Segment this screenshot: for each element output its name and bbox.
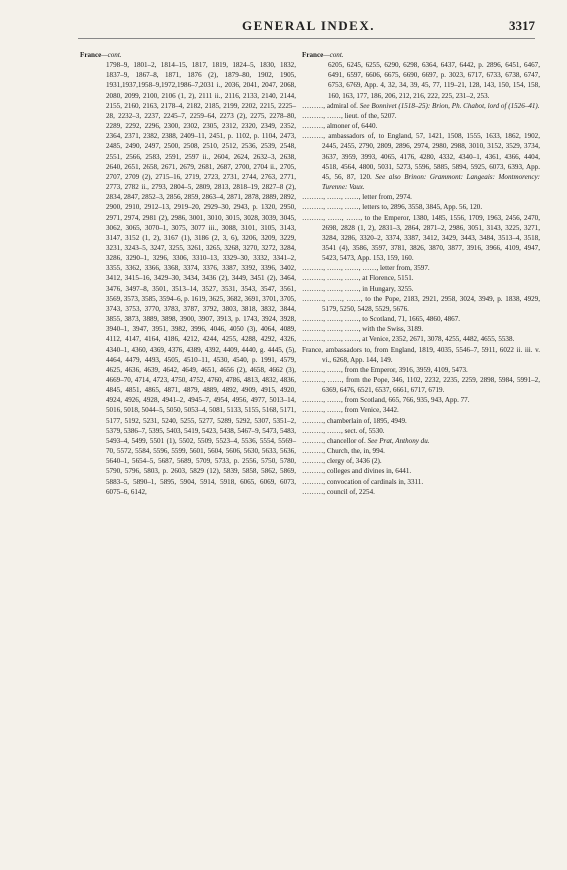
entry-lead: ………, admiral of. xyxy=(302,101,358,110)
entry-list xyxy=(302,101,540,497)
index-entry xyxy=(302,192,540,202)
index-entry xyxy=(302,375,540,395)
entry-lead: ………, ……, from Scotland, 665, 766, 935, 943, App. 77. xyxy=(302,396,470,405)
entry-lead: ………, ……, ……, to the Emperor, 1380, 1485, 1556, 1709, 1963, 2456, 2470, 2698, 2828 (1, 2), 2831–3, 2864, 2871–2, 2986, 3051, 3143, 3225, 3271, 3284, 3286, 3320–2, 3374, 3387, 3412, 3429, 3443, 3484, 3513–4, 3518, 3541 (4), 3586, 3597, 3781, 3826, 3870, 3877, 3916, 3966, 4109, 4947, 5423, 5473, App. 153, 159, 160. xyxy=(302,213,540,263)
heading-term: France xyxy=(302,51,324,59)
index-entry xyxy=(302,477,540,487)
index-entry xyxy=(302,111,540,121)
page-number: 3317 xyxy=(509,18,535,33)
index-entry xyxy=(302,487,540,497)
entry-lead: ………, ……, ……, letter from, 2974. xyxy=(302,193,412,202)
index-heading xyxy=(80,50,296,60)
index-entry xyxy=(302,324,540,334)
index-entry xyxy=(302,345,540,365)
entry-lead: ………, ……, from the Emperor, 3916, 3959, 4109, 5473. xyxy=(302,365,468,374)
index-entry xyxy=(302,456,540,466)
reference-list: 6205, 6245, 6255, 6290, 6298, 6364, 6437, 6442, p. 2896, 6451, 6467, 6491, 6597, 6606, 6675, 6690, 6697, p. 3023, 6717, 6733, 6738, 6747, 6753, 6769, App. 4, 32, 34, 39, 45, 77, 119–21, 128, 143, 150, 154, 158, 160, 163, 177, 186, 206, 212, 216, 222, 225, 231–2, 253. xyxy=(328,61,540,100)
index-entry xyxy=(302,213,540,264)
index-entry xyxy=(302,273,540,283)
entry-lead: ………, ……, from Venice, 3442. xyxy=(302,406,399,415)
entry-lead: ………, chancellor of. xyxy=(302,436,366,445)
entry-lead: ………, ……, from the Pope, 346, 1102, 2232, 2235, 2259, 2898, 5984, 5991–2, 6369, 6476, 6521, 6537, 6661, 6717, 6719. xyxy=(302,376,540,395)
page-title: GENERAL INDEX. xyxy=(242,18,375,33)
index-entry xyxy=(302,365,540,375)
entry-lead: ………, council of, 2254. xyxy=(302,487,375,496)
index-entry xyxy=(302,426,540,436)
entry-lead: ………, ……, ……, at Venice, 2352, 2671, 3078, 4255, 4482, 4655, 5538. xyxy=(302,335,515,344)
index-entry xyxy=(302,395,540,405)
index-entry xyxy=(302,446,540,456)
entry-lead: ………, colleges and divines in, 6441. xyxy=(302,467,412,476)
reference-list: 1798–9, 1801–2, 1814–15, 1817, 1819, 1824–5, 1830, 1832, 1837–9, 1867–8, 1871, 1876 (2), 1879–80, 1902, 1905, 1931,1937,1958–9,1972,1986–7,2031 i., 2036, 2041, 2047, 2068, 2080, 2099, 2100, 2106 (1, 2), 2111 ii., 2116, 2133, 2140, 2144, 2155, 2160, 2163, 2178–4, 2182, 2185, 2199, 2202, 2215, 2225–28, 2232–3, 2237, 2245–7, 2259–64, 2273 (2), 2275, 2278–80, 2289, 2292, 2296, 2300, 2302, 2305, 2312, 2320, 2349, 2352, 2364, 2371, 2382, 2388, 2409–11, 2451, p. 1102, p. 1104, 2473, 2485, 2490, 2497, 2500, 2508, 2510, 2512, 2536, 2539, 2548, 2551, 2566, 2583, 2591, 2597 ii., 2604, 2624, 2632–3, 2638, 2640, 2651, 2658, 2671, 2679, 2681, 2687, 2700, 2704 ii., 2705, 2707, 2709 (2), 2715–16, 2719, 2723, 2731, 2744, 2763, 2771, 2773, 2782 ii., 2793, 2804–5, 2809, 2813, 2818–19, 2827–8 (2), 2834, 2847, 2852–3, 2856, 2859, 2863–4, 2871, 2878, 2889, 2892, 2900, 2910, 2912–13, 2919–20, 2929–30, 2943, p. 1320, 2950, 2971, 2974, 2981 (2), 2986, 3001, 3010, 3015, 3028, 3039, 3045, 3062, 3065, 3070–1, 3075, 3077 iii., 3088, 3101, 3105, 3143, 3147, 3152 (1, 2), 3167 (1), 3186 (2, 3, 6), 3206, 3209, 3229, 3231, 3243–5, 3247, 3255, 3261, 3265, 3268, 3270, 3272, 3284, 3286, 3290–1, 3296, 3306, 3310–13, 3329–30, 3332, 3341–2, 3355, 3362, 3366, 3368, 3374, 3376, 3387, 3392, 3396, 3402, 3412, 3415–16, 3429–30, 3434, 3436 (2), 3449, 3451 (2), 3464, 3476, 3497–8, 3501, 3513–14, 3527, 3531, 3543, 3547, 3561, 3569, 3573, 3585, 3594–6, p. 1619, 3625, 3682, 3691, 3701, 3705, 3743, 3753, 3770, 3783, 3787, 3792, 3803, 3818, 3832, 3844, 3855, 3873, 3889, 3898, 3900, 3907, 3913, p. 1743, 3924, 3928, 3940–1, 3947, 3951, 3982, 3996, 4046, 4050 (3), 4064, 4089, 4112, 4147, 4164, 4186, 4212, 4244, 4255, 4288, 4292, 4326, 4340–1, 4360, 4369, 4376, 4389, 4392, 4409, 4440, g. 4445, (5), 4464, 4479, 4493, 4505, 4510–11, 4530, 4540, p. 1991, 4579, 4625, 4636, 4639, 4642, 4649, 4651, 4656 (2), 4658, 4662 (3), 4669–70, 4714, 4723, 4750, 4752, 4760, 4786, 4813, 4832, 4836, 4845, 4851, 4865, 4871, 4879, 4889, 4892, 4909, 4915, 4920, 4924, 4926, 4928, 4941–2, 4945–7, 4954, 4956, 4977, 5013–14, 5016, 5018, 5044–5, 5050, 5053–4, 5081, 5133, 5155, 5168, 5171, 5177, 5192, 5231, 5240, 5255, 5277, 5289, 5292, 5307, 5351–2, 5379, 5386–7, 5395, 5403, 5419, 5423, 5438, 5467–9, 5473, 5483, 5493–4, 5499, 5501 (1), 5502, 5509, 5523–4, 5536, 5554, 5569–70, 5572, 5584, 5596, 5599, 5601, 5604, 5606, 5630, 5633, 5636, 5640–1, 5654–5, 5687, 5689, 5709, 5733, p. 2556, 5750, 5780, 5790, 5796, 5803, p. 2603, 5829 (12), 5839, 5858, 5862, 5869, 5883–5, 5890–1, 5895, 5904, 5914, 5918, 6065, 6069, 6073, 6075–6, 6142, xyxy=(106,61,296,496)
left-column xyxy=(80,50,296,497)
index-entry xyxy=(302,284,540,294)
entry-lead: ………, ……, ……, with the Swiss, 3189. xyxy=(302,325,424,334)
entry-lead: ………, ……, ……, at Florence, 5151. xyxy=(302,274,414,283)
index-entry xyxy=(302,416,540,426)
entry-lead: ………, ……, ……, to the Pope, 2183, 2921, 2958, 3024, 3949, p. 1838, 4929, 5179, 5250, 5428, 5529, 5676. xyxy=(302,294,540,313)
entry-see-reference: See also Brinon: Grammont: Langeais: Montmorency: Turenne: Vaux. xyxy=(322,172,541,192)
entry-lead: ………, convocation of cardinals in, 3311. xyxy=(302,477,424,486)
index-references xyxy=(302,60,540,101)
index-references xyxy=(80,60,296,497)
index-entry xyxy=(302,202,540,212)
index-entry xyxy=(302,405,540,415)
index-entry xyxy=(302,294,540,314)
entry-lead: ………, ……, sect. of, 5530. xyxy=(302,426,385,435)
index-entry xyxy=(302,314,540,324)
entry-lead: ………, ……, ……, ……, letter from, 3597. xyxy=(302,264,430,273)
right-column xyxy=(302,50,540,497)
index-entry xyxy=(302,101,540,111)
entry-see-reference: See Prat, Anthony du. xyxy=(367,436,430,445)
entry-lead: ………, ……, ……, to Scotland, 71, 1665, 4860, 4867. xyxy=(302,315,461,324)
heading-cont: —cont. xyxy=(323,51,344,59)
index-entry xyxy=(302,436,540,446)
heading-term: France xyxy=(80,51,102,59)
page-header xyxy=(78,18,535,39)
index-entry xyxy=(302,334,540,344)
entry-lead: ………, clergy of, 3436 (2). xyxy=(302,457,382,466)
entry-lead: ………, ……, ……, in Hungary, 3255. xyxy=(302,284,414,293)
entry-lead: France, ambassadors to, from England, 1819, 4035, 5546–7, 5911, 6022 ii. iii. v. vi., 6268, App. 144, 149. xyxy=(302,345,540,364)
index-entry xyxy=(302,131,540,192)
entry-lead: ………, ……, ……, letters to, 2896, 3558, 3845, App. 56, 120. xyxy=(302,203,483,212)
heading-cont: —cont. xyxy=(101,51,122,59)
entry-lead: ………, ambassadors of, to England, 57, 1421, 1508, 1555, 1633, 1862, 1902, 2445, 2455, 2790, 2809, 2896, 2974, 2980, 2988, 3010, 3152, 3529, 3734, 3637, 3959, 3993, 4065, 4176, 4280, 4332, 4340–1, 4361, 4366, 4404, 4518, 4564, 4800, 5031, 5273, 5596, 5885, 5894, 5925, 6073, 6393, App. 45, 56, 87, 120. xyxy=(302,132,540,181)
index-entry xyxy=(302,121,540,131)
entry-lead: ………, almoner of, 6440. xyxy=(302,122,378,131)
entry-lead: ………, chamberlain of, 1895, 4949. xyxy=(302,416,407,425)
entry-lead: ………, Church, the, in, 994. xyxy=(302,447,385,456)
entry-see-reference: See Bonnivet (1518–25): Brion, Ph. Chabot, lord of (1526–41). xyxy=(359,101,540,110)
index-entry xyxy=(302,466,540,476)
index-heading xyxy=(302,50,540,60)
index-entry xyxy=(302,263,540,273)
entry-lead: ………, ……, lieut. of the, 5207. xyxy=(302,111,397,120)
